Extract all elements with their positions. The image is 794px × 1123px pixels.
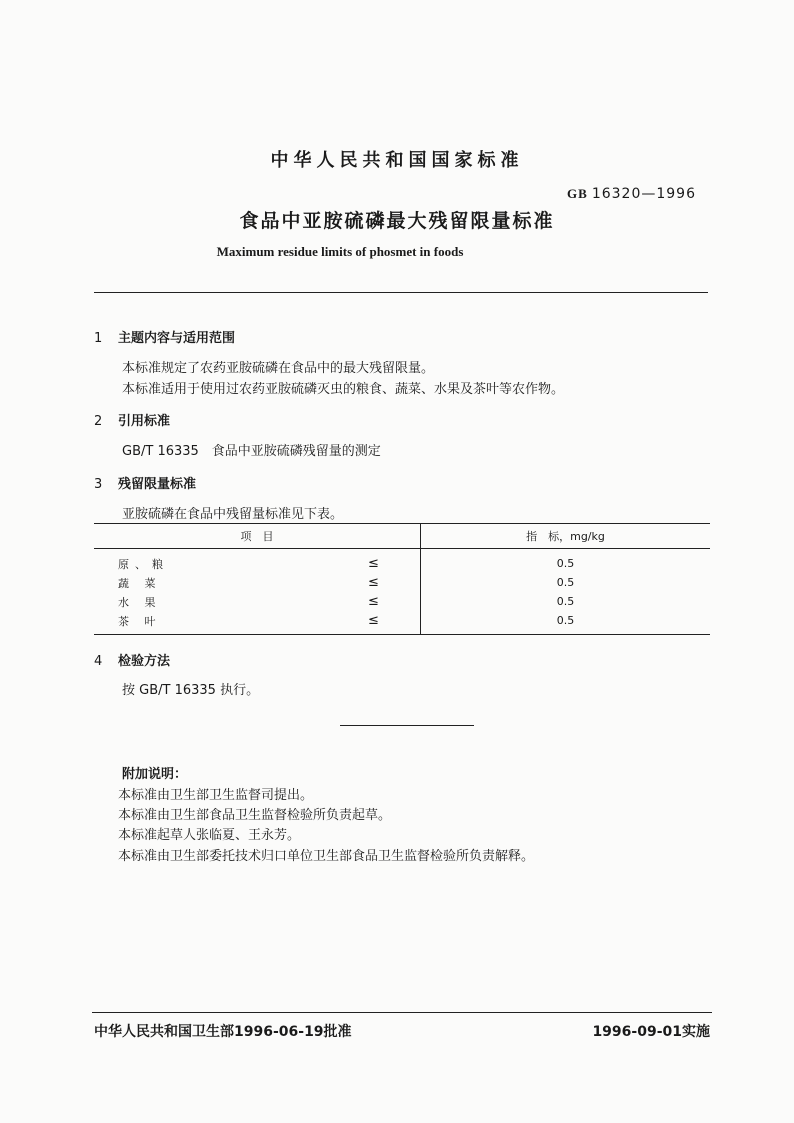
table-row [94, 573, 710, 592]
row-value: 0.5 [556, 595, 575, 608]
section-1-heading [94, 327, 235, 346]
footer-divider [92, 1012, 712, 1013]
gb-prefix: GB [567, 186, 588, 201]
note-line: 本标准起草人张临夏、王永芳。 [118, 828, 301, 843]
residue-limits-table [94, 523, 710, 635]
end-divider [340, 725, 474, 726]
section-3-paragraph-1: 亚胺硫磷在食品中残留量标准见下表。 [122, 507, 344, 522]
note-line: 本标准由卫生部卫生监督司提出。 [118, 788, 314, 803]
section-title: 检验方法 [118, 654, 171, 669]
column-header-limit: 指 标，mg/kg [421, 524, 711, 549]
section-number: 2 [94, 414, 103, 429]
note-line: 本标准由卫生部委托技术归口单位卫生部食品卫生监督检验所负责解释。 [118, 849, 535, 864]
section-number: 1 [94, 331, 103, 346]
gb-code [567, 186, 696, 202]
row-value: 0.5 [556, 576, 575, 589]
gb-number: 16320—1996 [591, 186, 696, 202]
approval-line: 中华人民共和国卫生部1996-06-19批准 [94, 1024, 352, 1040]
section-4-paragraph-1: 按 GB/T 16335 执行。 [122, 683, 260, 698]
row-operator: ≤ [368, 592, 421, 611]
implementation-line: 1996-09-01实施 [592, 1024, 710, 1040]
section-1-paragraph-2: 本标准适用于使用过农药亚胺硫磷灭虫的粮食、蔬菜、水果及茶叶等农作物。 [122, 382, 565, 397]
row-operator: ≤ [368, 573, 421, 592]
table-row [94, 592, 710, 611]
english-title: Maximum residue limits of phosmet in foods [216, 244, 464, 259]
row-operator: ≤ [368, 549, 421, 574]
row-item: 茶 叶 [94, 611, 368, 635]
section-3-heading [94, 473, 196, 492]
row-operator: ≤ [368, 611, 421, 635]
notes-heading: 附加说明： [122, 767, 188, 782]
column-header-item: 项 目 [94, 524, 421, 549]
note-line: 本标准由卫生部食品卫生监督检验所负责起草。 [118, 808, 392, 823]
table-header-row [94, 524, 710, 549]
section-2-paragraph-1: GB/T 16335 食品中亚胺硫磷残留量的测定 [122, 444, 381, 459]
section-number: 3 [94, 477, 103, 492]
row-value: 0.5 [556, 557, 575, 570]
row-item: 蔬 菜 [118, 576, 162, 590]
document-title: 食品中亚胺硫磷最大残留限量标准 [239, 210, 555, 232]
national-standard-heading: 中华人民共和国国家标准 [270, 150, 524, 171]
section-1-paragraph-1: 本标准规定了农药亚胺硫磷在食品中的最大残留限量。 [122, 361, 435, 376]
section-title: 残留限量标准 [118, 477, 197, 492]
row-value: 0.5 [421, 611, 711, 635]
table-row [94, 611, 710, 635]
section-title: 引用标准 [118, 414, 171, 429]
section-number: 4 [94, 654, 103, 669]
section-title: 主题内容与适用范围 [118, 331, 236, 346]
table-row [94, 549, 710, 574]
section-4-heading [94, 650, 170, 669]
row-item: 水 果 [118, 595, 162, 609]
section-2-heading [94, 410, 170, 429]
row-item: 原、粮 [118, 557, 169, 571]
header-divider [94, 292, 708, 293]
